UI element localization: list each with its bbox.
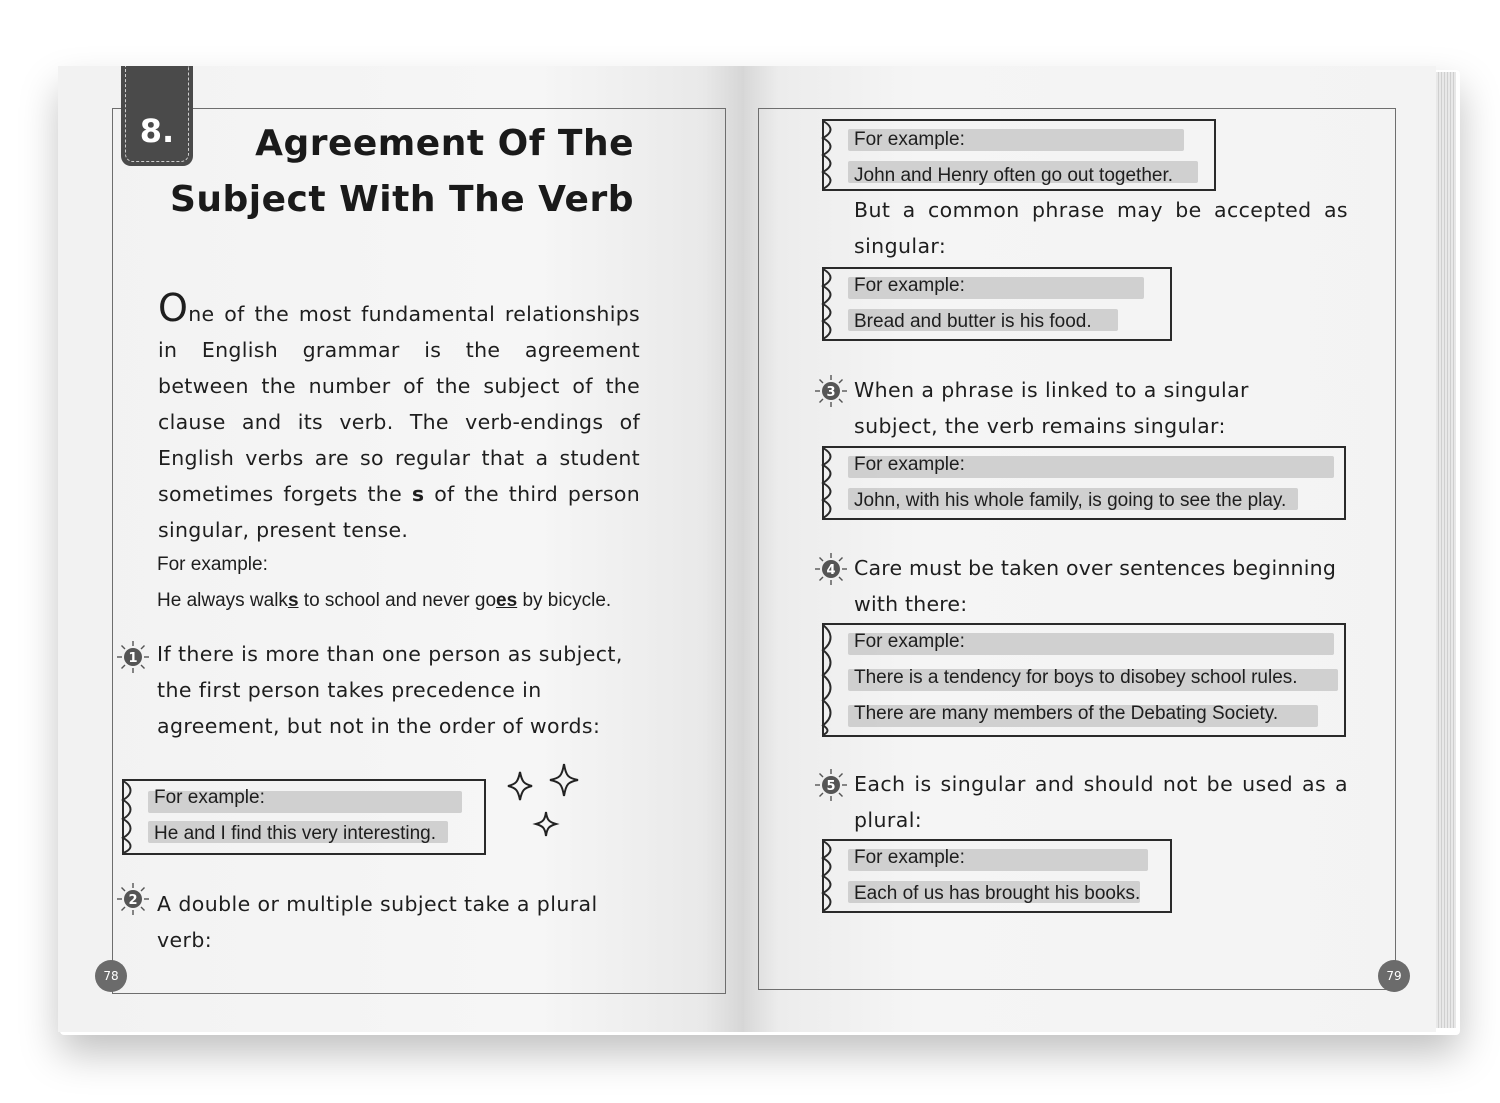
intro-example-label: For example: bbox=[157, 554, 268, 575]
box-3-label: For example: bbox=[854, 631, 965, 652]
item-2-number-icon bbox=[116, 882, 150, 916]
item-1-text: If there is more than one person as subject, the first person takes precedence in agreement, but not in the order of words: bbox=[157, 642, 623, 738]
box-3-text-2: There are many members of the Debating Society. bbox=[854, 703, 1279, 724]
item-1-example-text: He and I find this very interesting. bbox=[154, 823, 436, 844]
item-3-number-icon bbox=[814, 374, 848, 408]
intro-example-line bbox=[157, 590, 611, 612]
ex-part-b: s bbox=[287, 590, 299, 611]
box-1-text: Bread and butter is his food. bbox=[854, 311, 1092, 332]
zigzag-edge-icon bbox=[821, 448, 837, 518]
chapter-number: 8. bbox=[139, 112, 175, 150]
box-0-text: John and Henry often go out together. bbox=[854, 165, 1174, 186]
item-1-example-box bbox=[122, 779, 486, 855]
page-edges bbox=[1436, 72, 1456, 1028]
example-box-4 bbox=[822, 839, 1172, 913]
chapter-title-line1: Agreement Of The bbox=[255, 123, 634, 164]
chapter-title-line2: Subject With The Verb bbox=[169, 179, 634, 220]
item-3-number: 3 bbox=[826, 385, 836, 400]
drop-cap: O bbox=[158, 286, 189, 330]
item-2-number: 2 bbox=[128, 893, 138, 908]
intro-bold-s: s bbox=[411, 482, 425, 506]
item-1-number: 1 bbox=[128, 651, 138, 666]
item-5-text: Each is singular and should not be used as a plural: bbox=[854, 772, 1348, 832]
ex-part-d: es bbox=[496, 590, 518, 611]
example-box-1 bbox=[822, 267, 1172, 341]
item-5-number: 5 bbox=[826, 779, 836, 794]
ex-part-e: by bicycle. bbox=[517, 590, 612, 611]
ex-part-c: to school and never go bbox=[298, 590, 497, 611]
item-3-text: When a phrase is linked to a singular subject, the verb remains singular: bbox=[854, 378, 1249, 438]
common-phrase-text: But a common phrase may be accepted as singular: bbox=[854, 198, 1348, 258]
item-4-number: 4 bbox=[826, 563, 836, 578]
intro-text-part2: of the third person singular, present tense. bbox=[158, 482, 641, 542]
box-1-label: For example: bbox=[854, 275, 965, 296]
page-number-left: 78 bbox=[95, 960, 127, 992]
box-3-text-1: There is a tendency for boys to disobey school rules. bbox=[854, 667, 1298, 688]
example-box-2 bbox=[822, 446, 1346, 520]
item-1-number-icon bbox=[116, 640, 150, 674]
zigzag-edge-icon bbox=[821, 121, 837, 189]
item-4-text: Care must be taken over sentences beginning with there: bbox=[854, 556, 1337, 616]
chapter-title bbox=[158, 116, 634, 228]
page-number-right: 79 bbox=[1378, 960, 1410, 992]
sparkles-icon bbox=[504, 760, 584, 850]
intro-paragraph bbox=[158, 286, 641, 548]
box-2-label: For example: bbox=[854, 454, 965, 475]
zigzag-edge-icon bbox=[121, 781, 137, 853]
item-1-example-label: For example: bbox=[154, 787, 265, 808]
example-box-0 bbox=[822, 119, 1216, 191]
box-4-text: Each of us has brought his books. bbox=[854, 883, 1141, 904]
item-2-text: A double or multiple subject take a plural verb: bbox=[157, 892, 598, 952]
right-page bbox=[744, 66, 1436, 1032]
ex-part-a: He always walk bbox=[157, 590, 288, 611]
zigzag-edge-icon bbox=[821, 841, 837, 911]
left-page bbox=[58, 66, 744, 1032]
item-4-number-icon bbox=[814, 552, 848, 586]
box-2-text: John, with his whole family, is going to see the play. bbox=[854, 490, 1287, 511]
left-page-frame bbox=[112, 108, 726, 994]
zigzag-edge-icon bbox=[821, 269, 837, 339]
intro-text-part1: ne of the most fundamental relationships in English grammar is the agreement between the number of the subject of the clause and its verb. The verb-endings of English verbs are so regular that a student sometimes forgets the bbox=[158, 302, 640, 506]
item-5-number-icon bbox=[814, 768, 848, 802]
box-0-label: For example: bbox=[854, 129, 965, 150]
box-4-label: For example: bbox=[854, 847, 965, 868]
example-box-3 bbox=[822, 623, 1346, 737]
zigzag-edge-icon bbox=[821, 625, 837, 735]
